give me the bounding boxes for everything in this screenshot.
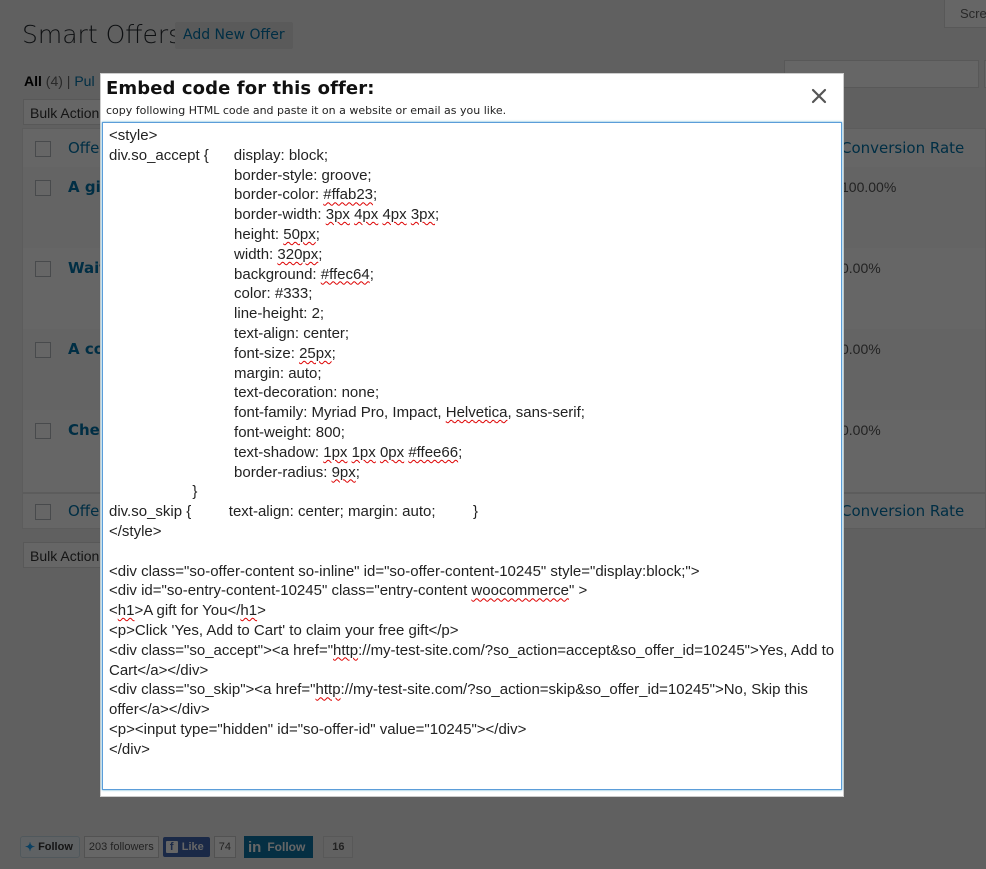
code-line: </style>	[109, 522, 162, 540]
code-line: text-align: center;	[109, 324, 350, 342]
code-line: <div class="so_accept"><a href="http://my-test-site.com/?so_action=accept&so_offer_id=10245">Yes, Add to Cart</a></div>	[109, 641, 839, 679]
code-line: text-decoration: none;	[109, 384, 380, 402]
code-line: background: #ffec64;	[109, 265, 374, 283]
code-line: border-radius: 9px;	[109, 463, 360, 481]
code-line: <p><input type="hidden" id="so-offer-id" value="10245"></div>	[109, 720, 527, 738]
code-line: width: 320px;	[109, 245, 323, 263]
code-line: color: #333;	[109, 285, 313, 303]
code-line: <div class="so-offer-content so-inline" id="so-offer-content-10245" style="display:block;">	[109, 562, 700, 580]
code-line: <p>Click 'Yes, Add to Cart' to claim your free gift</p>	[109, 621, 459, 639]
embed-code-dialog	[100, 73, 844, 797]
code-line: font-size: 25px;	[109, 344, 336, 362]
code-line: height: 50px;	[109, 225, 320, 243]
code-line: }	[109, 483, 198, 501]
code-line: <div id="so-entry-content-10245" class="entry-content woocommerce" >	[109, 582, 588, 600]
embed-code-textarea[interactable]	[102, 122, 842, 790]
code-line: </div>	[109, 740, 150, 758]
code-line: margin: auto;	[109, 364, 322, 382]
code-line: div.so_skip { text-align: center; margin: auto; }	[109, 503, 479, 521]
code-line: border-color: #ffab23;	[109, 186, 378, 204]
code-line: div.so_accept { display: block;	[109, 146, 329, 164]
code-line: text-shadow: 1px 1px 0px #ffee66;	[109, 443, 463, 461]
close-icon[interactable]	[809, 86, 829, 106]
code-line	[109, 542, 835, 562]
code-line: font-family: Myriad Pro, Impact, Helvetica, sans-serif;	[109, 404, 585, 422]
code-line: line-height: 2;	[109, 305, 325, 323]
code-line: <div class="so_skip"><a href="http://my-test-site.com/?so_action=skip&so_offer_id=10245">No, Skip this offer</a></div>	[109, 681, 813, 719]
dialog-title: Embed code for this offer:	[106, 78, 375, 99]
code-line: <style>	[109, 127, 158, 144]
code-line: <h1>A gift for You</h1>	[109, 602, 266, 620]
code-line: font-weight: 800;	[109, 423, 345, 441]
code-line: border-style: groove;	[109, 166, 372, 184]
dialog-subtitle: copy following HTML code and paste it on a website or email as you like.	[106, 104, 507, 117]
code-line: border-width: 3px 4px 4px 3px;	[109, 206, 440, 224]
